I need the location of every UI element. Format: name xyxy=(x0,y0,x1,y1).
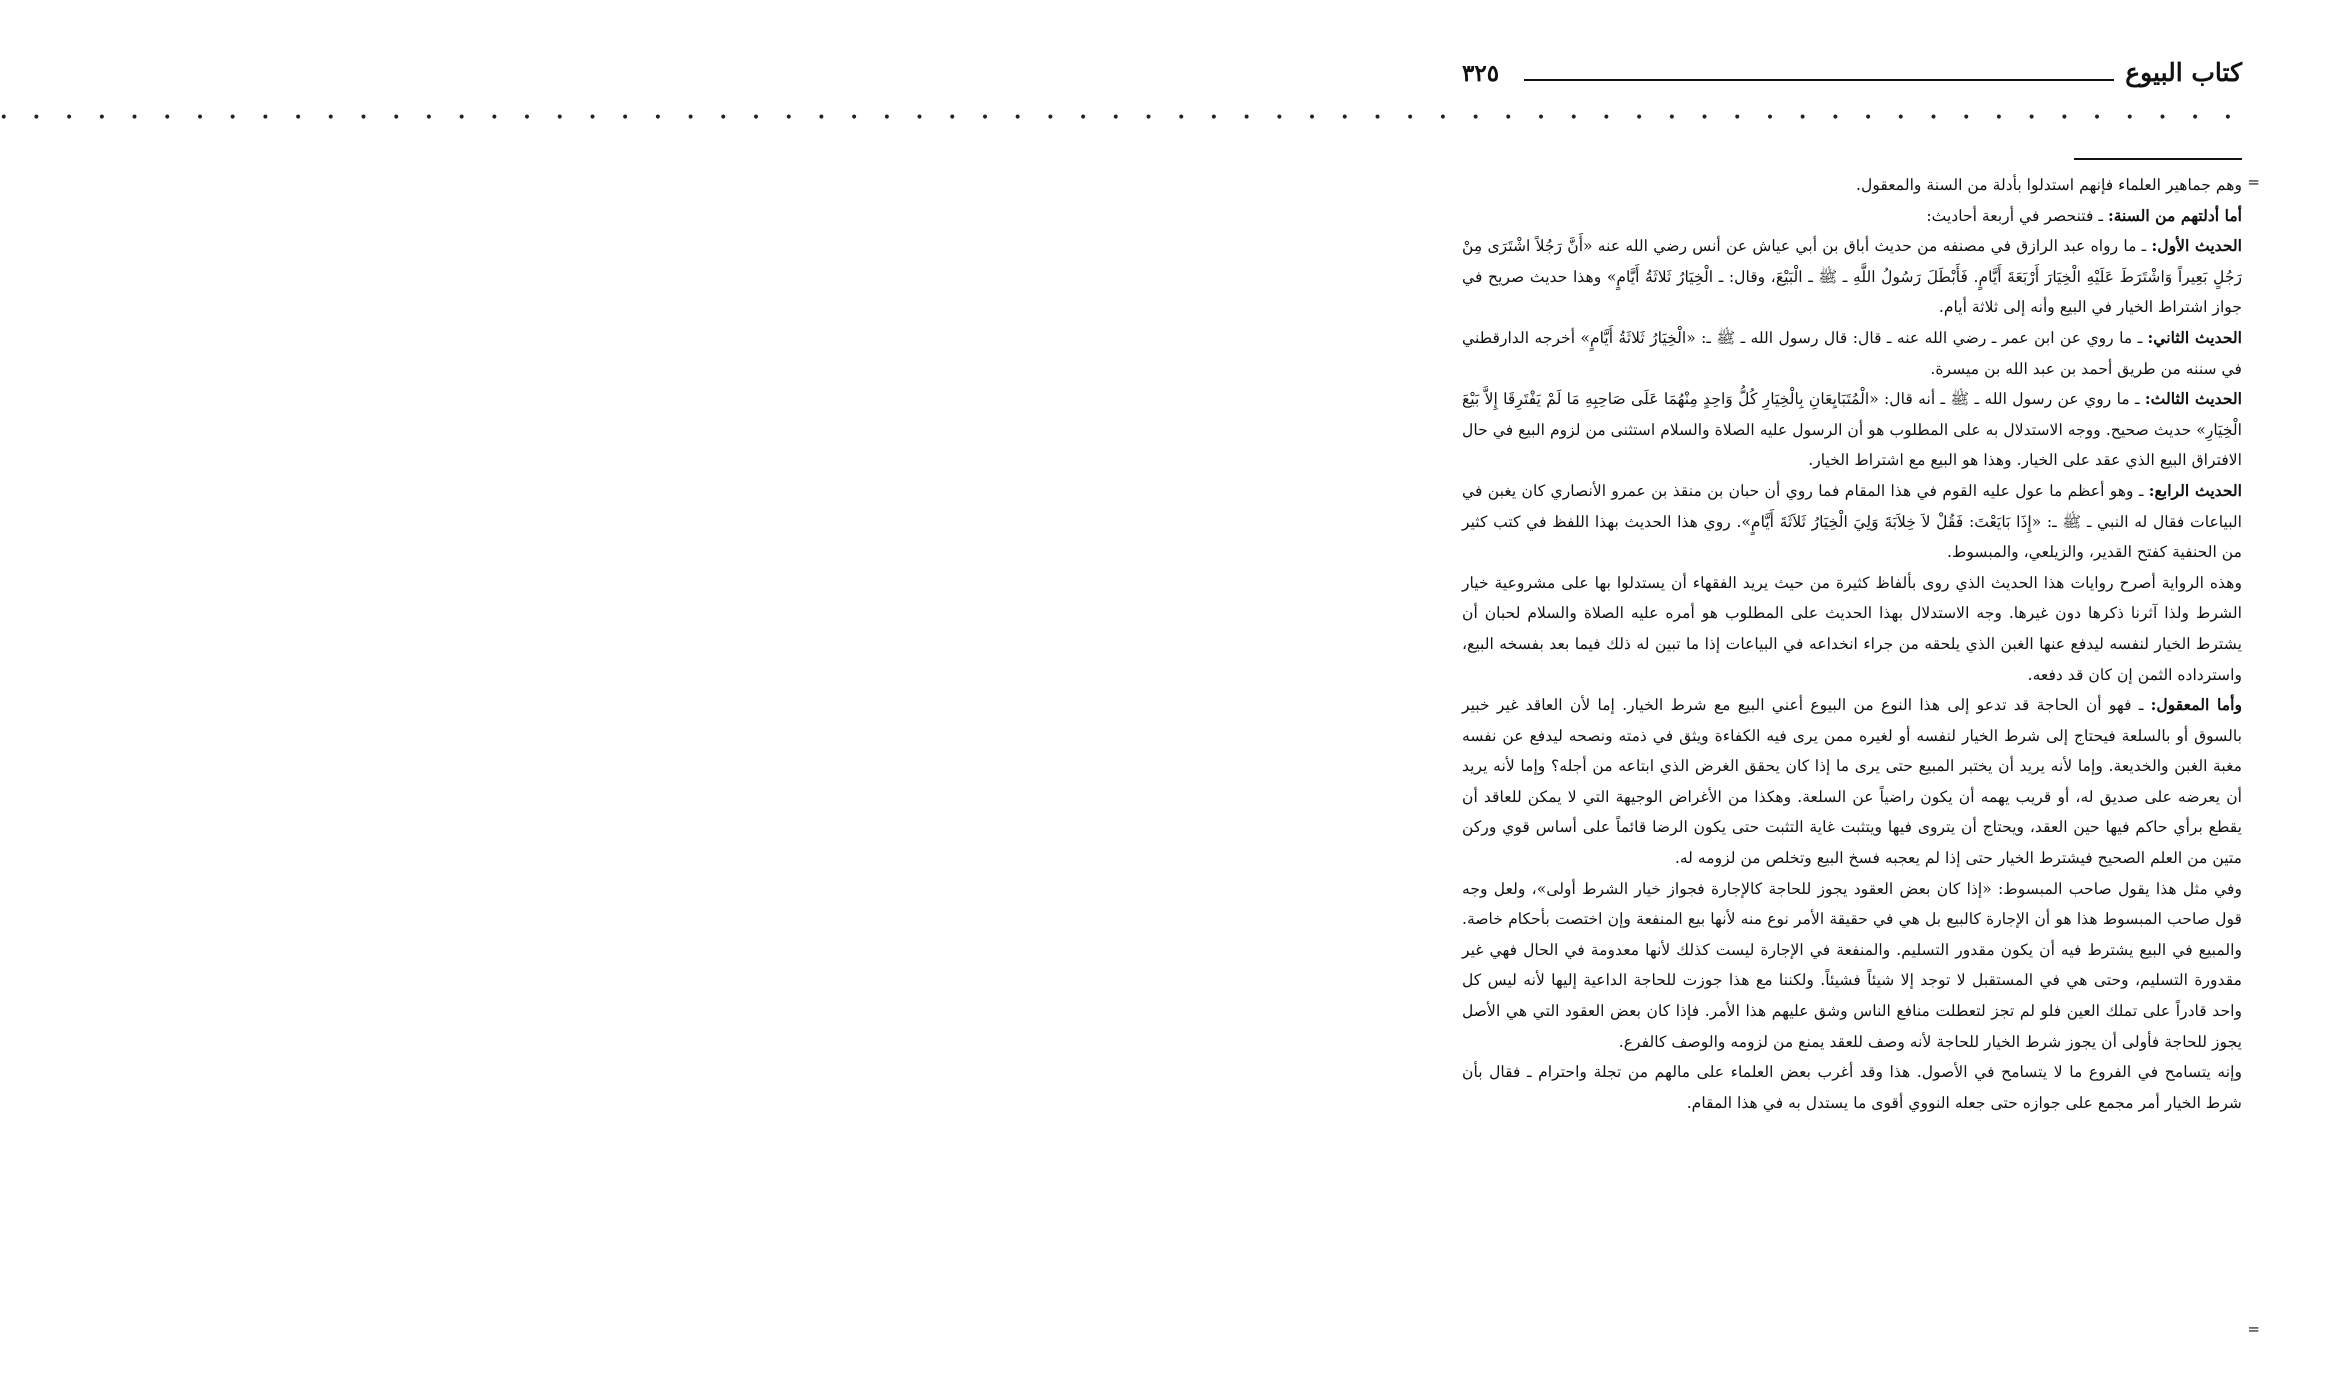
paragraph-10: وإنه يتسامح في الفروع ما لا يتسامح في الأصول. هذا وقد أغرب بعض العلماء على مالهم من تجلة واحترام ـ فقال بأن شرط الخيار أمر مجمع على جوازه حتى جعله النووي أقوى ما يستدل به في هذا المقام. xyxy=(1462,1063,2242,1112)
paragraph-9: وفي مثل هذا يقول صاحب المبسوط: «إذا كان بعض العقود يجوز للحاجة كالإجارة فجواز خيار الشرط أولى»، ولعل وجه قول صاحب المبسوط هذا هو أن الإجارة كالبيع بل هي في حقيقة الأمر نوع منه لأنها بيع المنفعة وإن اختصت بأحكام خاصة. والمبيع في البيع يشترط فيه أن يكون مقدور التسليم. والمنفعة في الإجارة ليست كذلك لأنها معدومة في الحال فهي غير مقدورة التسليم، وحتى هي في المستقبل لا توجد إلا شيئاً فشيئاً. ولكننا مع هذا جوزت للحاجة الداعية إليها لأنه ليس كل واحد قادراً على تملك العين فلو لم تجز لتعطلت منافع الناس وشق عليهم هذا الأمر. فإذا كان بعض العقود التي هي الأصل يجوز للحاجة فأولى أن يجوز شرط الخيار للحاجة لأنه وصف للعقد يمنع من لزومه والوصف كالفرع. xyxy=(1462,879,2242,1051)
paragraph-6: الحديث الرابع: ـ وهو أعظم ما عول عليه القوم في هذا المقام فما روي أن حبان بن منقذ بن عمرو الأنصاري كان يغبن في البياعات فقال له النبي ـ ﷺ ـ: «إِذَا بَايَعْتَ: فَقُلْ لاَ خِلاَبَةَ وَلِيَ الْخِيَارُ ثَلاَثَةَ أَيَّامٍ». روي هذا الحديث بهذا اللفظ في كتب كثير من الحنفية كفتح القدير، والزيلعي، والمبسوط. xyxy=(1462,480,2242,562)
running-title: كتاب البيوع xyxy=(2125,58,2242,87)
paragraph-lead: أما أدلتهم من السنة: xyxy=(2107,205,2242,225)
paragraph-lead: وأما المعقول: xyxy=(2150,695,2242,715)
paragraph-lead: الحديث الثاني: xyxy=(2147,327,2242,347)
paragraph-5: الحديث الثالث: ـ ما روي عن رسول الله ـ ﷺ ـ أنه قال: «الْمُتَبَايِعَانِ بِالْخِيَارِ كُلُّ وَاحِدٍ مِنْهُمَا عَلَى صَاحِبِهِ مَا لَمْ يَفْتَرِقَا إِلاَّ بَيْعَ الْخِيَارِ» حديث صحيح. ووجه الاستدلال به على المطلوب هو أن الرسول عليه الصلاة والسلام استثنى من لزوم البيع في حال الافتراق البيع الذي عقد على الخيار. وهذا هو البيع مع اشتراط الخيار. xyxy=(1462,389,2242,470)
paragraph-lead: الحديث الرابع: xyxy=(2148,480,2242,500)
paragraph-8: وأما المعقول: ـ فهو أن الحاجة قد تدعو إلى هذا النوع من البيوع أعني البيع مع شرط الخيار. إما لأن العاقد غير خبير بالسوق أو بالسلعة فيحتاج إلى شرط الخيار لنفسه أو لغيره ممن يرى فيه الكفاءة ويثق في ذمته ونصحه ليدفع عن نفسه مغبة الغبن والخديعة. وإما لأنه يريد أن يختبر المبيع حتى يرى ما إذا كان يحقق الغرض الذي ابتاعه من أجله؟ وإما لأنه يريد أن يعرضه على صديق له، أو قريب يهمه أن يكون راضياً عن السلعة. وهكذا من الأغراض الوجيهة التي لا يمكن للعاقد أن يقطع برأي حاكم فيها حين العقد، ويحتاج أن يتروى فيها ويتثبت غاية التثبت حتى يكون الرضا قائماً على أساس قوي وركن متين من العلم الصحيح فيشترط الخيار حتى إذا لم يعجبه فسخ البيع وتخلص من لزومه له. xyxy=(1462,695,2242,868)
continuation-marker-end: = xyxy=(2247,1320,2260,1338)
page-number: ٣٢٥ xyxy=(1462,60,1500,87)
footnote-text xyxy=(1462,170,2242,1118)
header-rule xyxy=(1524,79,2114,81)
paragraph-4: الحديث الثاني: ـ ما روي عن ابن عمر ـ رضي الله عنه ـ قال: قال رسول الله ـ ﷺ ـ: «الْخِيَارُ ثَلاثَةُ أَيَّامٍ» أخرجه الدارقطني في سننه من طريق أحمد بن عبد الله بن ميسرة. xyxy=(1462,327,2242,378)
continuation-marker-start: = xyxy=(2247,173,2260,191)
page-header xyxy=(1462,58,2242,94)
paragraph-1: وهم جماهير العلماء فإنهم استدلوا بأدلة من السنة والمعقول. xyxy=(1856,176,2242,194)
dotted-separator: • • • • • • • • • • • • • • • • • • • • • • • • • • • • • • • • • • • • • • • • • • • • • • • • • • • • • • • • • • • • • • • • • • • • • xyxy=(0,110,2242,126)
footnote-rule xyxy=(2074,158,2242,160)
paragraph-3: الحديث الأول: ـ ما رواه عبد الرازق في مصنفه من حديث أباق بن أبي عياش عن أنس رضي الله عنه «أَنَّ رَجُلاً اشْتَرَى مِنْ رَجُلٍ بَعِيراً وَاشْتَرَطَ عَلَيْهِ الْخِيَارَ أَرْبَعَةَ أَيَّامٍ. فَأَبْطَلَ رَسُولُ اللَّهِ ـ ﷺ ـ الْبَيْعَ، وقال: ـ الْخِيَارُ ثَلاثَةُ أَيَّامٍ» وهذا حديث صريح في جواز اشتراط الخيار في البيع وأنه إلى ثلاثة أيام. xyxy=(1462,236,2243,317)
paragraph-lead: الحديث الثالث: xyxy=(2144,389,2242,409)
paragraph-2: أما أدلتهم من السنة: ـ فتنحصر في أربعة أحاديث: xyxy=(1926,205,2242,225)
paragraph-7: وهذه الرواية أصرح روايات هذا الحديث الذي روى بألفاظ كثيرة من حيث يريد الفقهاء أن يستدلوا بها على مشروعية خيار الشرط ولذا آثرنا ذكرها دون غيرها. وجه الاستدلال بهذا الحديث على المطلوب هو أمره عليه الصلاة والسلام لحبان أن يشترط الخيار لنفسه ليدفع عنها الغبن الذي يلحقه من جراء انخداعه في البياعات إذا ما تبين له ذلك فيما بعد بفسخه البيع، واسترداده الثمن إن كان قد دفعه. xyxy=(1462,573,2242,684)
paragraph-lead: الحديث الأول: xyxy=(2151,236,2243,256)
